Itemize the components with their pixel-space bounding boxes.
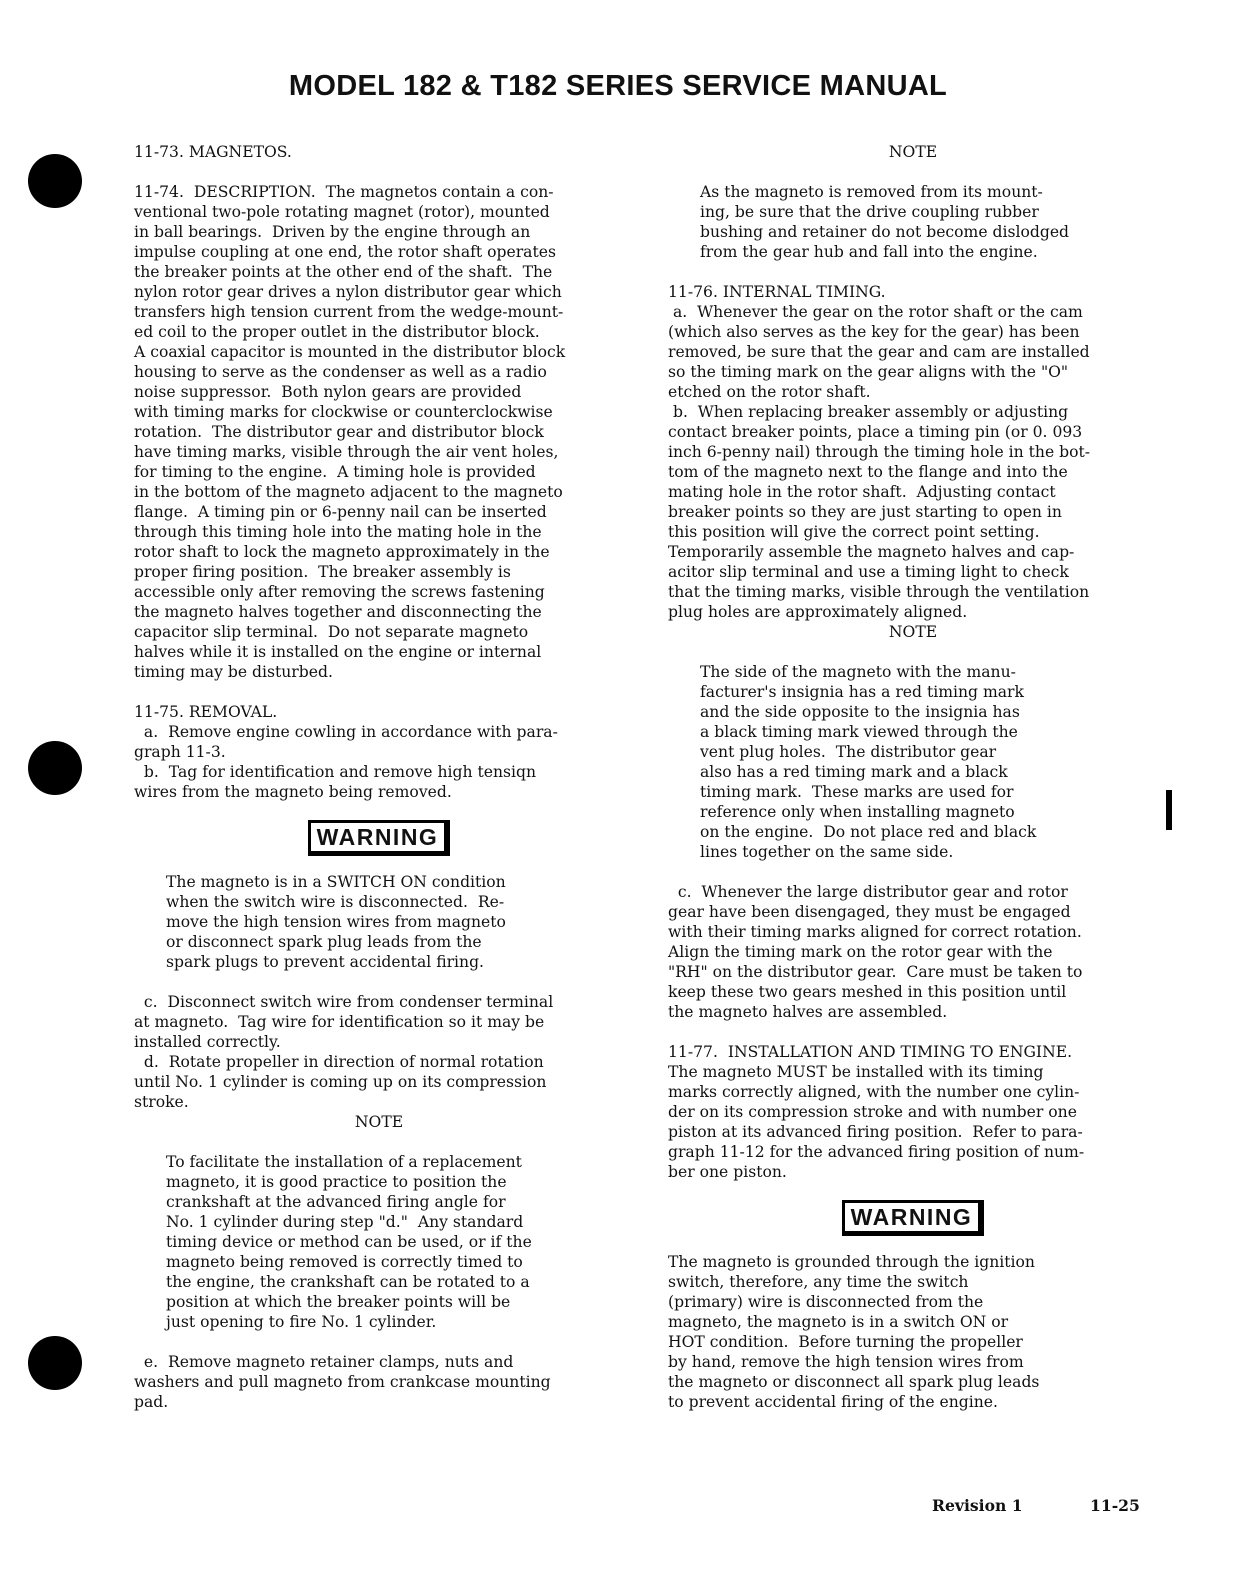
section-heading-internal-timing: 11-76. INTERNAL TIMING. [668, 283, 886, 301]
text-line: housing to serve as the condenser as well as a radio [134, 363, 547, 381]
installation-paragraph [668, 1042, 1158, 1182]
text-line: proper firing position. The breaker assembly is [134, 563, 511, 581]
text-line: inch 6-penny nail) through the timing hole in the bot- [668, 443, 1091, 461]
text-line: etched on the rotor shaft. [668, 383, 871, 401]
text-line: this position will give the correct point setting. [668, 523, 1040, 541]
text-line: just opening to fire No. 1 cylinder. [166, 1313, 437, 1331]
text-line: spark plugs to prevent accidental firing. [166, 953, 485, 971]
text-line: capacitor slip terminal. Do not separate magneto [134, 623, 529, 641]
text-line: timing may be disturbed. [134, 663, 333, 681]
text-line: piston at its advanced firing position. Refer to para- [668, 1123, 1083, 1141]
text-line: ing, be sure that the drive coupling rubber [700, 203, 1039, 221]
text-line: timing device or method can be used, or if the [166, 1233, 532, 1251]
text-line: marks correctly aligned, with the number one cylin- [668, 1083, 1080, 1101]
text-line: magneto, the magneto is in a switch ON or [668, 1313, 1009, 1331]
text-line: impulse coupling at one end, the rotor shaft operates [134, 243, 556, 261]
text-line: have timing marks, visible through the air vent holes, [134, 443, 559, 461]
text-line: through this timing hole into the mating hole in the [134, 523, 542, 541]
text-line: As the magneto is removed from its mount- [700, 183, 1043, 201]
text-line: c. Whenever the large distributor gear and rotor [668, 883, 1068, 901]
text-line: switch, therefore, any time the switch [668, 1273, 969, 1291]
text-line: "RH" on the distributor gear. Care must be taken to [668, 963, 1083, 981]
text-line: from the gear hub and fall into the engine. [700, 243, 1038, 261]
text-line: at magneto. Tag wire for identification so it may be [134, 1013, 545, 1031]
description-paragraph [134, 182, 624, 682]
timing-steps-a-b [668, 302, 1158, 622]
text-line: vent plug holes. The distributor gear [700, 743, 997, 761]
text-line: acitor slip terminal and use a timing light to check [668, 563, 1069, 581]
text-line: in the bottom of the magneto adjacent to the magneto [134, 483, 563, 501]
text-line: to prevent accidental firing of the engine. [668, 1393, 998, 1411]
text-line: plug holes are approximately aligned. [668, 603, 968, 621]
note-text [134, 1152, 624, 1332]
text-line: on the engine. Do not place red and black [700, 823, 1037, 841]
text-line: stroke. [134, 1093, 189, 1111]
text-line: e. Remove magneto retainer clamps, nuts and [134, 1353, 514, 1371]
text-line: washers and pull magneto from crankcase mounting [134, 1373, 551, 1391]
text-line: b. Tag for identification and remove high tensiqn [134, 763, 537, 781]
warning-text [668, 1252, 1158, 1412]
text-line: transfers high tension current from the wedge-mount- [134, 303, 564, 321]
binder-hole-middle [28, 741, 82, 795]
removal-steps-c-d [134, 992, 624, 1112]
page-title: MODEL 182 & T182 SERIES SERVICE MANUAL [288, 70, 948, 102]
text-line: 11-74. DESCRIPTION. The magnetos contain a con- [134, 183, 554, 201]
text-line: until No. 1 cylinder is coming up on its compression [134, 1073, 547, 1091]
note-label: NOTE [354, 1113, 404, 1131]
text-line: with their timing marks aligned for correct rotation. [668, 923, 1082, 941]
text-line: the engine, the crankshaft can be rotated to a [166, 1273, 530, 1291]
text-line: ed coil to the proper outlet in the distributor block. [134, 323, 540, 341]
text-line: noise suppressor. Both nylon gears are provided [134, 383, 522, 401]
text-line: d. Rotate propeller in direction of normal rotation [134, 1053, 544, 1071]
text-line: A coaxial capacitor is mounted in the distributor block [134, 343, 566, 361]
text-line: halves while it is installed on the engine or internal [134, 643, 542, 661]
text-line: mating hole in the rotor shaft. Adjusting contact [668, 483, 1056, 501]
text-line: graph 11-3. [134, 743, 226, 761]
note-text [668, 662, 1158, 862]
text-line: reference only when installing magneto [700, 803, 1015, 821]
text-line: by hand, remove the high tension wires from [668, 1353, 1024, 1371]
warning-text [134, 872, 624, 972]
text-line: position at which the breaker points will be [166, 1293, 511, 1311]
binder-hole-bottom [28, 1336, 82, 1390]
text-line: timing mark. These marks are used for [700, 783, 1014, 801]
text-line: (primary) wire is disconnected from the [668, 1293, 984, 1311]
text-line: The magneto MUST be installed with its timing [668, 1063, 1044, 1081]
text-line: the magneto halves together and disconnecting the [134, 603, 542, 621]
text-line: the magneto halves are assembled. [668, 1003, 948, 1021]
text-line: the breaker points at the other end of the shaft. The [134, 263, 553, 281]
text-line: The side of the magneto with the manu- [700, 663, 1016, 681]
text-line: The magneto is in a SWITCH ON condition [166, 873, 506, 891]
text-line: ventional two-pole rotating magnet (rotor), mounted [134, 203, 550, 221]
note-text [668, 182, 1158, 262]
binder-hole-top [28, 154, 82, 208]
text-line: a. Remove engine cowling in accordance with para- [134, 723, 558, 741]
text-line: pad. [134, 1393, 169, 1411]
text-line: or disconnect spark plug leads from the [166, 933, 482, 951]
revision-label: Revision 1 [932, 1496, 1023, 1515]
note-label: NOTE [888, 143, 938, 161]
text-line: b. When replacing breaker assembly or adjusting [668, 403, 1069, 421]
text-line: gear have been disengaged, they must be engaged [668, 903, 1071, 921]
page-number: 11-25 [1090, 1496, 1140, 1515]
text-line: when the switch wire is disconnected. Re- [166, 893, 505, 911]
text-line: tom of the magneto next to the flange and into the [668, 463, 1068, 481]
left-column [134, 142, 624, 1412]
text-line: a. Whenever the gear on the rotor shaft or the cam [668, 303, 1083, 321]
text-line: magneto being removed is correctly timed to [166, 1253, 523, 1271]
text-line: facturer's insignia has a red timing mark [700, 683, 1024, 701]
change-bar [1166, 790, 1172, 830]
text-line: magneto, it is good practice to position the [166, 1173, 507, 1191]
text-line: c. Disconnect switch wire from condenser terminal [134, 993, 554, 1011]
text-line: bushing and retainer do not become dislodged [700, 223, 1070, 241]
text-line: removed, be sure that the gear and cam are installed [668, 343, 1090, 361]
text-line: No. 1 cylinder during step "d." Any standard [166, 1213, 524, 1231]
text-line: in ball bearings. Driven by the engine through an [134, 223, 531, 241]
text-line: so the timing mark on the gear aligns with the "O" [668, 363, 1069, 381]
text-line: 11-77. INSTALLATION AND TIMING TO ENGINE. [668, 1043, 1073, 1061]
text-line: To facilitate the installation of a replacement [166, 1153, 522, 1171]
note-label: NOTE [888, 623, 938, 641]
text-line: breaker points so they are just starting to open in [668, 503, 1062, 521]
removal-steps-a-b [134, 722, 624, 802]
text-line: contact breaker points, place a timing pin (or 0. 093 [668, 423, 1083, 441]
text-line: nylon rotor gear drives a nylon distributor gear which [134, 283, 562, 301]
text-line: accessible only after removing the screws fastening [134, 583, 545, 601]
text-line: a black timing mark viewed through the [700, 723, 1018, 741]
text-line: (which also serves as the key for the gear) has been [668, 323, 1080, 341]
warning-label: WARNING [308, 820, 451, 856]
text-line: also has a red timing mark and a black [700, 763, 1008, 781]
text-line: der on its compression stroke and with number one [668, 1103, 1077, 1121]
removal-step-e [134, 1352, 624, 1412]
text-line: that the timing marks, visible through the ventilation [668, 583, 1090, 601]
section-heading-magnetos: 11-73. MAGNETOS. [134, 143, 292, 161]
text-line: for timing to the engine. A timing hole is provided [134, 463, 536, 481]
warning-label: WARNING [842, 1200, 985, 1236]
text-line: with timing marks for clockwise or counterclockwise [134, 403, 553, 421]
text-line: the magneto or disconnect all spark plug leads [668, 1373, 1040, 1391]
text-line: graph 11-12 for the advanced firing position of num- [668, 1143, 1085, 1161]
section-heading-removal: 11-75. REMOVAL. [134, 703, 278, 721]
text-line: lines together on the same side. [700, 843, 954, 861]
text-line: crankshaft at the advanced firing angle for [166, 1193, 506, 1211]
text-line: ber one piston. [668, 1163, 787, 1181]
right-column [668, 142, 1158, 1412]
text-line: rotor shaft to lock the magneto approximately in the [134, 543, 550, 561]
text-line: installed correctly. [134, 1033, 281, 1051]
text-line: Align the timing mark on the rotor gear with the [668, 943, 1053, 961]
text-line: flange. A timing pin or 6-penny nail can be inserted [134, 503, 547, 521]
text-line: HOT condition. Before turning the propeller [668, 1333, 1023, 1351]
text-line: rotation. The distributor gear and distributor block [134, 423, 544, 441]
text-line: The magneto is grounded through the ignition [668, 1253, 1035, 1271]
text-line: and the side opposite to the insignia has [700, 703, 1020, 721]
timing-step-c [668, 882, 1158, 1022]
text-line: Temporarily assemble the magneto halves and cap- [668, 543, 1075, 561]
text-line: wires from the magneto being removed. [134, 783, 452, 801]
text-line: move the high tension wires from magneto [166, 913, 506, 931]
text-line: keep these two gears meshed in this position until [668, 983, 1067, 1001]
